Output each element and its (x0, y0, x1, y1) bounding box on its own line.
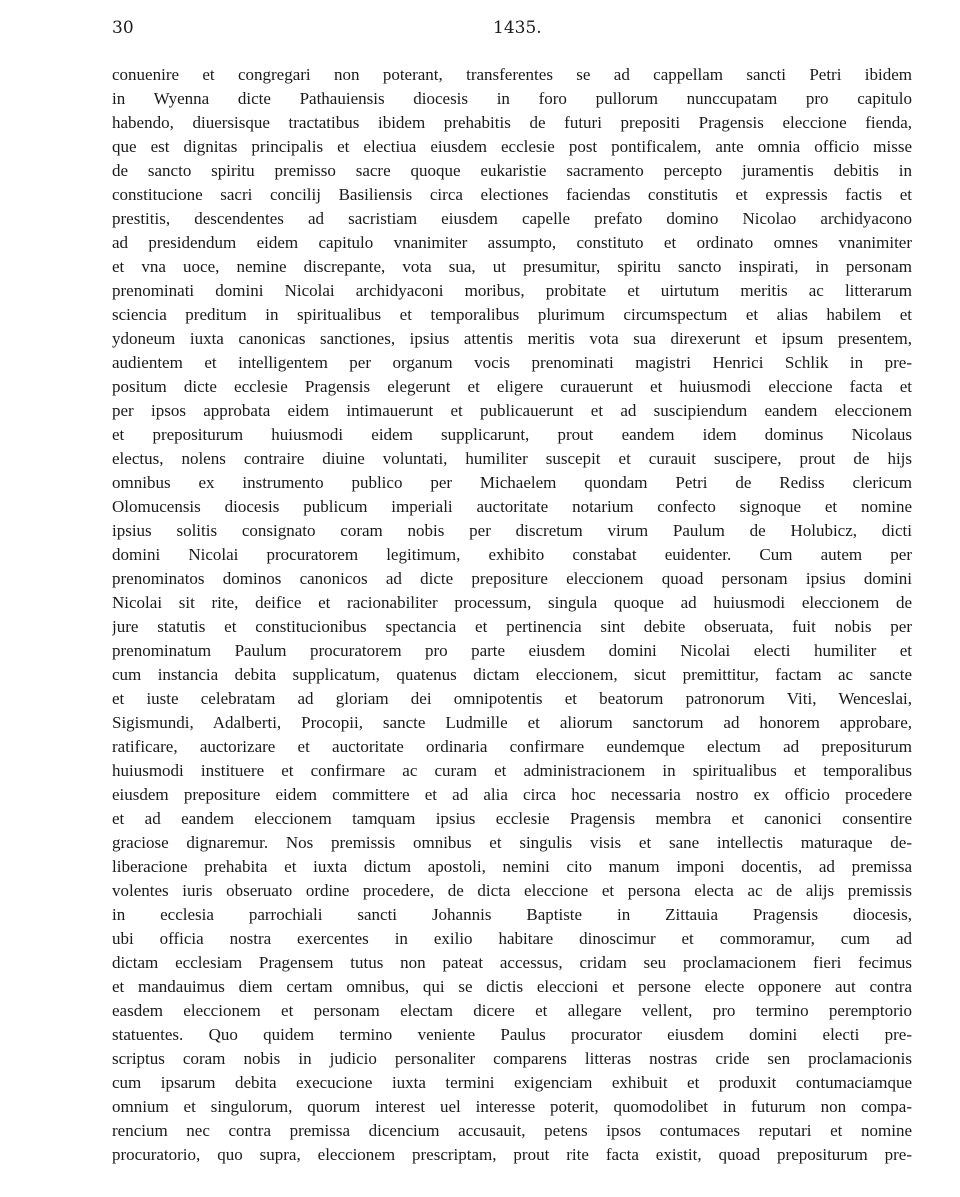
page-number: 30 (112, 18, 134, 38)
text-line: prenominatum Paulum procuratorem pro parte eiusdem domini Nicolai electi humiliter et (112, 641, 912, 660)
text-line: volentes iuris obseruato ordine procedere, de dicta eleccione et persona electa ac de alijs premissis (112, 881, 912, 900)
text-line: dictam ecclesiam Pragensem tutus non pateat accessus, cridam seu proclamacionem fieri fecimus (112, 953, 912, 972)
text-line: ratificare, auctorizare et auctoritate ordinaria confirmare eundemque electum ad prepositurum (112, 737, 912, 756)
text-line: eiusdem prepositure eidem committere et ad alia circa hoc necessaria nostro ex officio procedere (112, 785, 912, 804)
text-line: domini Nicolai procuratorem legitimum, exhibito constabat euidenter. Cum autem per (112, 545, 912, 564)
text-line: Nicolai sit rite, deifice et racionabiliter processum, singula quoque ad huiusmodi eleccionem de (112, 593, 912, 612)
text-line: in ecclesia parrochiali sancti Johannis Baptiste in Zittauia Pragensis diocesis, (112, 905, 912, 924)
text-line: de sancto spiritu premisso sacre quoque eukaristie sacramento percepto juramentis debitis in (112, 161, 912, 180)
text-line: in Wyenna dicte Pathauiensis diocesis in foro pullorum nunccupatam pro capitulo (112, 89, 912, 108)
text-line: ipsius solitis consignato coram nobis per discretum virum Paulum de Holubicz, dicti (112, 521, 912, 540)
text-line: constitucione sacri concilij Basiliensis circa electiones faciendas constitutis et expressis factis et (112, 185, 912, 204)
text-line: procuratorio, quo supra, eleccionem prescriptam, prout rite facta existit, quoad prepositurum pre- (112, 1145, 912, 1164)
text-line: omnium et singulorum, quorum interest uel interesse poterit, quomodolibet in futurum non compa- (112, 1097, 912, 1116)
text-line: et mandauimus diem certam omnibus, qui se dictis eleccioni et persone electe opponere aut contra (112, 977, 912, 996)
running-head-year: 1435. (493, 18, 542, 38)
text-line: liberacione prehabita et iuxta dictum apostoli, nemini cito manum imponi docentis, ad premissa (112, 857, 912, 876)
text-line: prenominati domini Nicolai archidyaconi moribus, probitate et uirtutum meritis ac litterarum (112, 281, 912, 300)
text-line: Olomucensis diocesis publicum imperiali auctoritate notarium confecto signoque et nomine (112, 497, 912, 516)
text-line: per ipsos approbata eidem intimauerunt et publicauerunt et ad suscipiendum eandem eleccionem (112, 401, 912, 420)
text-line: et ad eandem eleccionem tamquam ipsius ecclesie Pragensis membra et canonici consentire (112, 809, 912, 828)
text-line: conuenire et congregari non poterant, transferentes se ad cappellam sancti Petri ibidem (112, 65, 912, 84)
text-line: cum ipsarum debita execucione iuxta termini exigenciam exhibuit et produxit contumaciamque (112, 1073, 912, 1092)
text-line: et prepositurum huiusmodi eidem supplicarunt, prout eandem idem dominus Nicolaus (112, 425, 912, 444)
text-line: prenominatos dominos canonicos ad dicte prepositure eleccionem quoad personam ipsius domini (112, 569, 912, 588)
text-line: scriptus coram nobis in judicio personaliter comparens litteras nostras cride sen proclamacionis (112, 1049, 912, 1068)
text-line: statuentes. Quo quidem termino veniente Paulus procurator eiusdem domini electi pre- (112, 1025, 912, 1044)
body-text (112, 63, 912, 1167)
text-line: easdem eleccionem et personam electam dicere et allegare vellent, pro termino peremptorio (112, 1001, 912, 1020)
text-line: ydoneum iuxta canonicas sanctiones, ipsius attentis meritis vota sua direxerunt et ipsum presentem, (112, 329, 912, 348)
text-line: et iuste celebratam ad gloriam dei omnipotentis et beatorum patronorum Viti, Wenceslai, (112, 689, 912, 708)
text-line: positum dicte ecclesie Pragensis elegerunt et eligere curauerunt et huiusmodi eleccione facta et (112, 377, 912, 396)
text-line: omnibus ex instrumento publico per Michaelem quondam Petri de Rediss clericum (112, 473, 912, 492)
text-line: sciencia preditum in spiritualibus et temporalibus plurimum circumspectum et alias habilem et (112, 305, 912, 324)
text-line: huiusmodi instituere et confirmare ac curam et administracionem in spiritualibus et temporalibus (112, 761, 912, 780)
text-line: rencium nec contra premissa dicencium accusauit, petens ipsos contumaces reputari et nomine (112, 1121, 912, 1140)
text-line: Sigismundi, Adalberti, Procopii, sancte Ludmille et aliorum sanctorum ad honorem approbare, (112, 713, 912, 732)
text-line: electus, nolens contraire diuine voluntati, humiliter suscepit et curauit suscipere, prout de hijs (112, 449, 912, 468)
text-line: habendo, diuersisque tractatibus ibidem prehabitis de futuri prepositi Pragensis eleccione fienda, (112, 113, 912, 132)
text-line: ad presidendum eidem capitulo vnanimiter assumpto, constituto et ordinato omnes vnanimiter (112, 233, 912, 252)
text-line: que est dignitas principalis et electiua eiusdem ecclesie post pontificalem, ante omnia officio misse (112, 137, 912, 156)
text-line: ubi officia nostra exercentes in exilio habitare dinoscimur et commoramur, cum ad (112, 929, 912, 948)
text-line: prestitis, descendentes ad sacristiam eiusdem capelle prefato domino Nicolao archidyacono (112, 209, 912, 228)
text-line: graciose dignaremur. Nos premissis omnibus et singulis visis et sane intellectis maturaque de- (112, 833, 912, 852)
text-line: cum instancia debita supplicatum, quatenus dictam eleccionem, sicut premittitur, factam ac sancte (112, 665, 912, 684)
text-line: jure statutis et constitucionibus spectancia et pertinencia sint debite obseruata, fuit nobis per (112, 617, 912, 636)
text-line: audientem et intelligentem per organum vocis prenominati magistri Henrici Schlik in pre- (112, 353, 912, 372)
text-line: et vna uoce, nemine discrepante, vota sua, ut presumitur, spiritu sancto inspirati, in personam (112, 257, 912, 276)
